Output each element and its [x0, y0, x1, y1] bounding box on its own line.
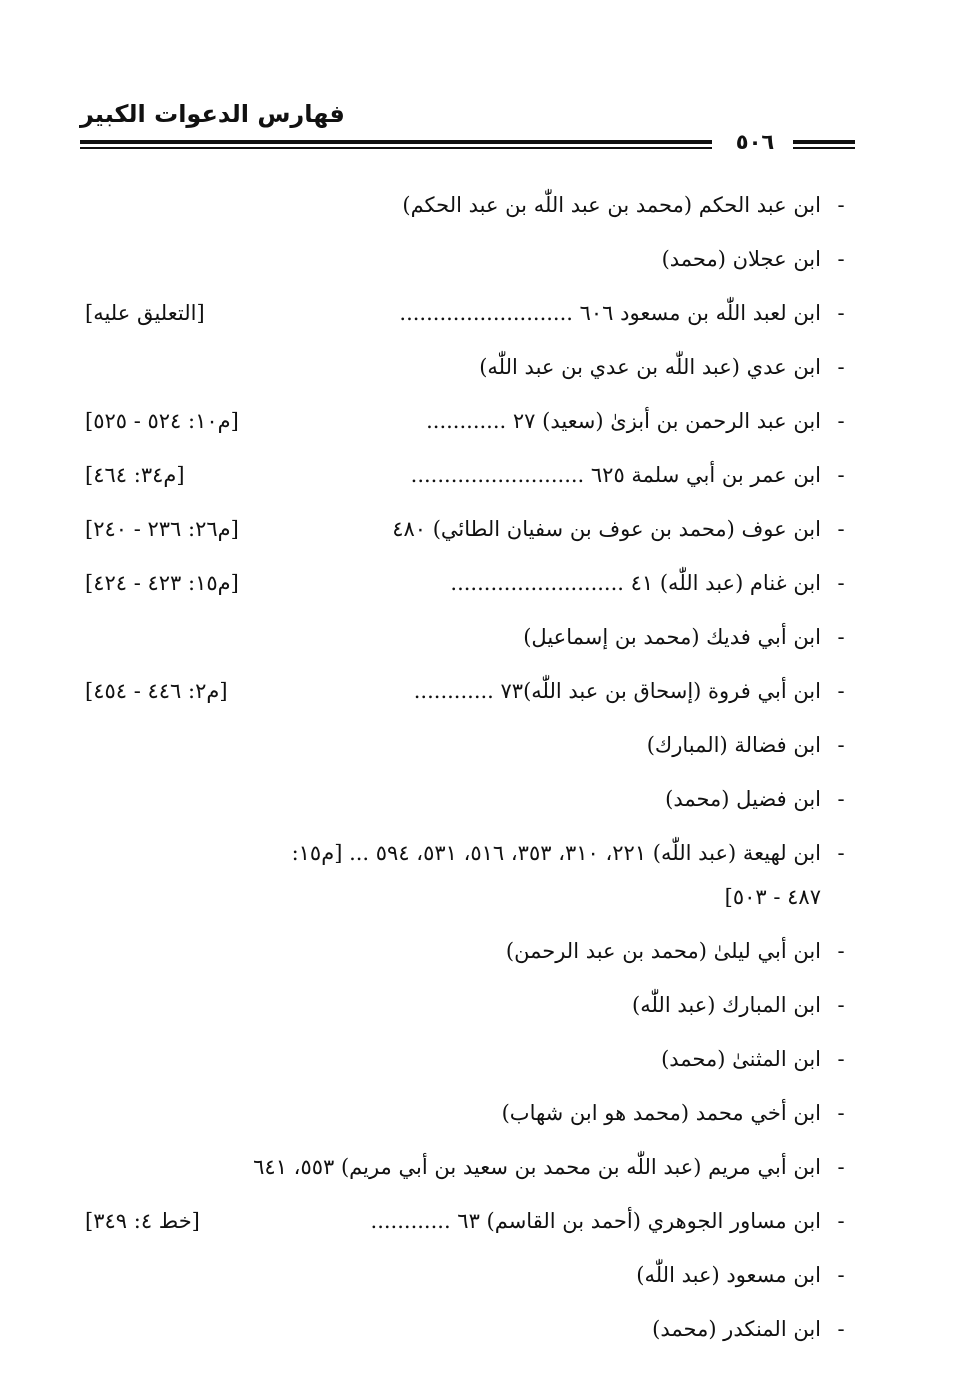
- entry-dash: -: [837, 193, 845, 217]
- index-entry: [85, 502, 855, 556]
- entry-dash: -: [837, 463, 845, 487]
- entry-dash: -: [837, 1155, 845, 1179]
- entry-text: ابن عجلان (محمد): [661, 247, 821, 271]
- index-entry-list: [85, 178, 855, 1356]
- index-entry: [85, 718, 855, 772]
- page-number: ٥٠٦: [735, 130, 775, 154]
- entry-text: ابن أخي محمد (محمد هو ابن شهاب): [501, 1101, 821, 1125]
- entry-reference: [م٣٤: ٤٦٤]: [85, 463, 185, 487]
- entry-text: ابن مسعود (عبد اللّٰه): [636, 1263, 821, 1287]
- entry-dash: -: [837, 1263, 845, 1287]
- entry-text: ابن عمر بن أبي سلمة ٦٢٥ ..........................: [410, 463, 821, 487]
- entry-dash: -: [837, 939, 845, 963]
- entry-text: ابن عبد الحكم (محمد بن عبد اللّٰه بن عبد الحكم): [402, 193, 821, 217]
- running-title: فهارس الدعوات الكبير: [80, 100, 345, 128]
- index-entry: [85, 664, 855, 718]
- index-entry: [85, 978, 855, 1032]
- index-entry: [85, 1032, 855, 1086]
- entry-text: ابن غنام (عبد اللّٰه) ٤١ ..........................: [450, 571, 821, 595]
- entry-text: ابن المثنیٰ (محمد): [661, 1047, 821, 1071]
- header-double-rule-short: [793, 140, 855, 151]
- entry-dash: -: [837, 733, 845, 757]
- index-entry: [85, 1140, 855, 1194]
- entry-dash: -: [837, 1209, 845, 1233]
- entry-dash: -: [837, 625, 845, 649]
- index-entry: [85, 1302, 855, 1356]
- entry-dash: -: [837, 1317, 845, 1341]
- index-entry: [85, 772, 855, 826]
- entry-dash: -: [837, 409, 845, 433]
- index-entry: [85, 1194, 855, 1248]
- index-entry: [85, 394, 855, 448]
- entry-dash: -: [837, 301, 845, 325]
- entry-reference: [التعليق عليه]: [85, 301, 205, 325]
- entry-dash: -: [837, 517, 845, 541]
- entry-text: ابن عوف (محمد بن عوف بن سفيان الطائي) ٤٨٠: [392, 517, 821, 541]
- entry-reference: [م١٥: ٤٢٣ - ٤٢٤]: [85, 571, 239, 595]
- entry-text: ابن أبي فروة (إسحاق بن عبد اللّٰه)٧٣ ............: [413, 679, 821, 703]
- index-entry: [85, 178, 855, 232]
- index-entry: [85, 1086, 855, 1140]
- index-entry: [85, 1248, 855, 1302]
- entry-text: ابن أبي فديك (محمد بن إسماعيل): [523, 625, 821, 649]
- index-entry: [85, 286, 855, 340]
- entry-reference: [خط ٤: ٣٤٩]: [85, 1209, 200, 1233]
- index-entry: [85, 556, 855, 610]
- entry-text: ابن عدي (عبد اللّٰه بن عدي بن عبد اللّٰه): [479, 355, 821, 379]
- entry-text: ابن لعبد اللّٰه بن مسعود ٦٠٦ ..........................: [399, 301, 821, 325]
- entry-text: ابن أبي مريم (عبد اللّٰه بن محمد بن سعيد بن أبي مريم) ٥٥٣، ٦٤١: [253, 1155, 821, 1179]
- entry-dash: -: [837, 1047, 845, 1071]
- entry-dash: -: [837, 355, 845, 379]
- entry-text: ابن المنكدر (محمد): [652, 1317, 821, 1341]
- entry-dash: -: [837, 247, 845, 271]
- entry-dash: -: [837, 1101, 845, 1125]
- entry-text: ابن لهيعة (عبد اللّٰه) ٢٢١، ٣١٠، ٣٥٣، ٥١٦، ٥٣١، ٥٩٤ ... [م١٥:: [291, 841, 821, 865]
- index-entry: [85, 610, 855, 664]
- entry-reference: [م٢: ٤٤٦ - ٤٥٤]: [85, 679, 228, 703]
- index-entry: [85, 232, 855, 286]
- entry-dash: -: [837, 679, 845, 703]
- index-entry: [85, 924, 855, 978]
- entry-dash: -: [837, 993, 845, 1017]
- index-entry: [85, 340, 855, 394]
- entry-reference: [م١٠: ٥٢٤ - ٥٢٥]: [85, 409, 239, 433]
- index-entry: [85, 826, 855, 924]
- page-header: [80, 100, 855, 160]
- index-entry: [85, 448, 855, 502]
- entry-text: ابن أبي ليلیٰ (محمد بن عبد الرحمن): [505, 939, 821, 963]
- entry-text: ابن فضيل (محمد): [665, 787, 821, 811]
- entry-text: ابن فضالة (المبارك): [646, 733, 821, 757]
- entry-reference: [م٢٦: ٢٣٦ - ٢٤٠]: [85, 517, 239, 541]
- entry-text: ابن مساور الجوهري (أحمد بن القاسم) ٦٣ ............: [370, 1209, 821, 1233]
- entry-dash: -: [837, 841, 845, 865]
- header-double-rule: [80, 140, 712, 151]
- entry-text: ابن المبارك (عبد اللّٰه): [632, 993, 821, 1017]
- entry-dash: -: [837, 787, 845, 811]
- entry-text: ابن عبد الرحمن بن أبزیٰ (سعید) ٢٧ ............: [426, 409, 821, 433]
- entry-dash: -: [837, 571, 845, 595]
- entry-continuation: ٤٨٧ - ٥٠٣]: [724, 885, 821, 909]
